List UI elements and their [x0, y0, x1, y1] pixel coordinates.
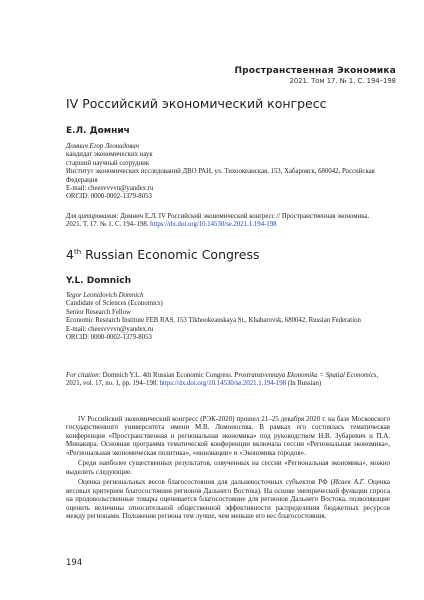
- title-en-ordinal: th: [73, 247, 82, 256]
- author-full-name-en: Yegor Leonidovich Domnich: [66, 292, 144, 299]
- author-orcid-ru: ORCID: 0000-0002-1379-8053: [66, 193, 152, 201]
- author-name-ru: Е.Л. Домнич: [66, 126, 130, 136]
- citation-text-en: Domnich Y.L. 4th Russian Economic Congress.: [100, 372, 235, 379]
- p3-lead: Оценка региональных весов благосостояния для дальневосточных субъектов РФ (: [78, 478, 334, 487]
- citation-label-ru: Для цитирования:: [66, 213, 119, 220]
- title-en-number: 4: [66, 247, 74, 262]
- p3-rest: Оценка весовых критериев благосостояния регионов Дальнего Востока). На основе эмпирической функции спроса на продовольственные товары оценивается благосостояние для регионов Дальнего Востока, позволяющие оценить величины относительной общественной эффективности распределения бюджетных ресурсов между регионами. Положение региона тем лучше, чем меньше его вес благосостояния.: [66, 478, 391, 520]
- doi-link-en[interactable]: https://dx.doi.org/10.14530/se.2021.1.194-198: [159, 380, 287, 388]
- article-body: [66, 415, 390, 522]
- citation-label-en: For citation:: [66, 372, 101, 379]
- citation-lang-en: (In Russian): [286, 380, 322, 388]
- page-number: 194: [66, 558, 83, 568]
- citation-details-en: , 2021, vol. 17, no. 1, pp. 194–198.: [66, 372, 379, 388]
- author-orcid-en: ORCID: 0000-0002-1379-8053: [66, 334, 152, 342]
- journal-name: Пространственная Экономика: [234, 66, 396, 76]
- author-position-ru: старший научный сотрудник: [66, 159, 150, 167]
- author-email-ru[interactable]: E-mail: cheesvvvvn@yandex.ru: [66, 185, 154, 193]
- author-name-en: Y.L. Domnich: [66, 276, 131, 286]
- body-paragraph-2: Среди наиболее существенных результатов, озвученных на сессии «Региональная экономика», можно выделить следующие.: [66, 459, 390, 476]
- citation-text-ru: Домнич Е.Л. IV Российский экономический конгресс // Пространственная экономика. 2021. Т. 17. № 1. С. 194–198.: [66, 213, 370, 229]
- journal-issue: 2021. Том 17. № 1. С. 194–198: [289, 77, 396, 85]
- author-affiliation-en: Economic Research Institute FEB RAS, 153 Tikhookeanskaya St., Khabarovsk, 680042, Russian Federation: [66, 317, 361, 325]
- journal-header: [234, 66, 396, 85]
- citation-en: [66, 372, 386, 389]
- author-affiliation-ru: Институт экономических исследований ДВО РАН, ул. Тихоокеанская, 153, Хабаровск, 680042, Российская Федерация: [66, 168, 375, 184]
- author-email-en[interactable]: E-mail: cheesvvvvn@yandex.ru: [66, 325, 154, 333]
- body-paragraph-3: [66, 478, 390, 520]
- author-full-name-ru: Домнич Егор Леонидович: [66, 143, 139, 150]
- author-degree-en: Candidate of Sciences (Economics): [66, 300, 163, 308]
- author-info-ru: [66, 143, 386, 202]
- author-position-en: Senior Research Fellow: [66, 308, 131, 316]
- author-info-en: [66, 292, 386, 342]
- citation-ru: [66, 213, 386, 230]
- doi-link-ru[interactable]: https://dx.doi.org/10.14530/se.2021.1.194-198: [150, 221, 277, 229]
- article-title-ru: IV Российский экономический конгресс: [66, 96, 327, 111]
- p3-author: Исаев А.Г.: [333, 478, 365, 487]
- author-degree-ru: кандидат экономических наук: [66, 151, 153, 159]
- citation-journal-en: Prostranstvennaya Ekonomika = Spatial Economics: [234, 372, 377, 379]
- article-title-en: [66, 247, 260, 262]
- body-paragraph-1: IV Российский экономический конгресс (РЭК-2020) прошел 21–25 декабря 2020 г. на базе Московского государственного университета имени М.В. Ломоносова. В рамках его состоялась тематическая конференция «Пространственная и региональная экономика» под руководством Н.В. Зубаревич и П.А. Минакира. Основная программа тематической конференции включала сессии «Региональная экономика», «Региональная экономическая политика», «инновации» и «Экономика городов».: [66, 415, 390, 457]
- title-en-text: Russian Economic Congress: [81, 247, 260, 262]
